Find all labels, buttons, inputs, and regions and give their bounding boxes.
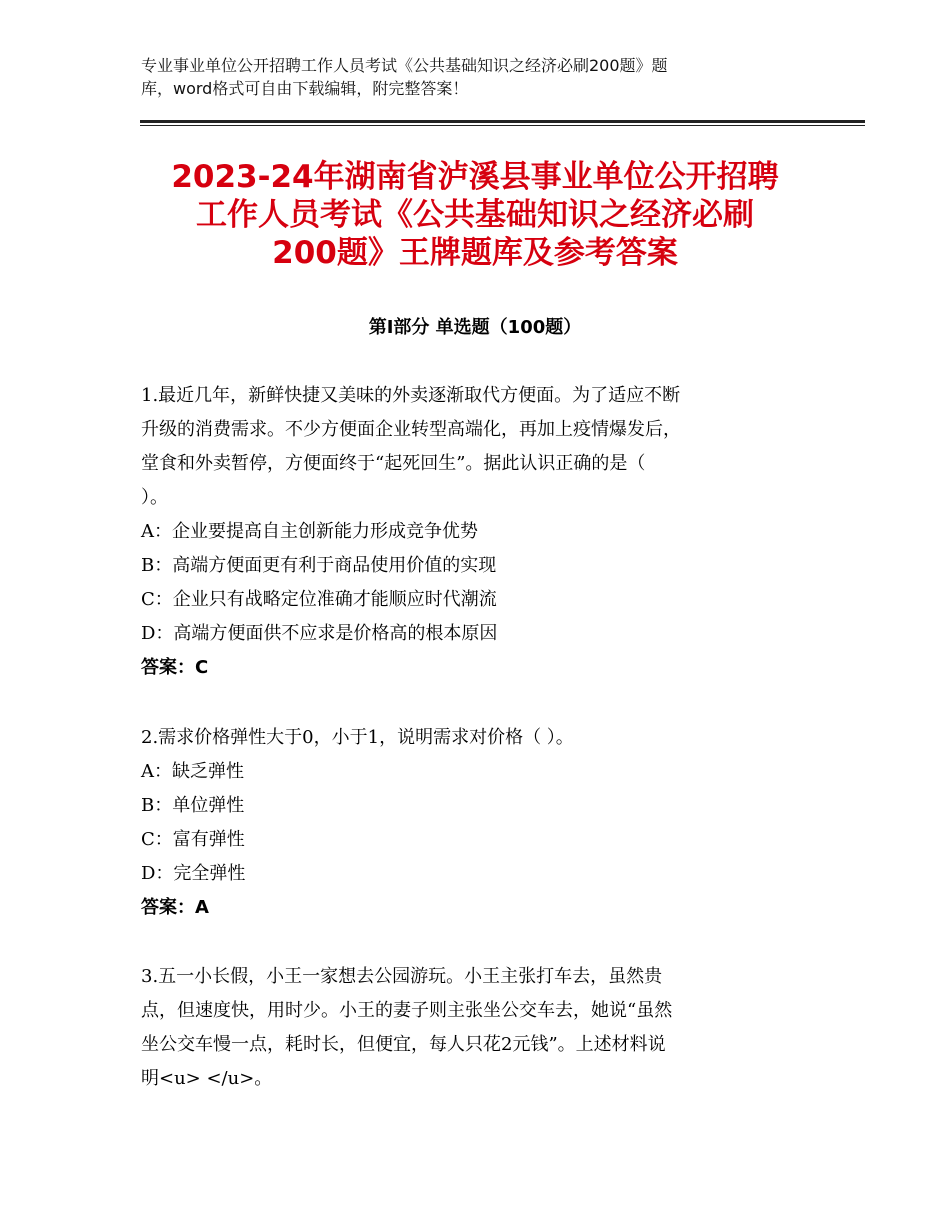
question-stem-line: 1.最近几年，新鲜快捷又美味的外卖逐渐取代方便面。为了适应不断: [141, 385, 681, 406]
title-line-3: 200题》王牌题库及参考答案: [272, 235, 678, 271]
header-note: [141, 54, 821, 100]
question-3: [141, 960, 821, 1096]
option-b: B：单位弹性: [141, 795, 245, 816]
section-title: 第Ⅰ部分 单选题（100题）: [368, 317, 582, 338]
question-stem-line: 升级的消费需求。不少方便面企业转型高端化，再加上疫情爆发后，: [141, 419, 681, 440]
question-stem-line: 明<u> </u>。: [141, 1068, 273, 1089]
option-b: B：高端方便面更有利于商品使用价值的实现: [141, 555, 497, 576]
option-d: D：完全弹性: [141, 863, 246, 884]
question-stem-line: 坐公交车慢一点，耗时长，但便宜，每人只花2元钱”。上述材料说: [141, 1034, 666, 1055]
header-divider-thin: [140, 125, 865, 126]
question-stem-line: 点，但速度快，用时少。小王的妻子则主张坐公交车去，她说“虽然: [141, 1000, 673, 1021]
title-line-1: 2023-24年湖南省泸溪县事业单位公开招聘: [171, 159, 779, 195]
header-note-line-1: 专业事业单位公开招聘工作人员考试《公共基础知识之经济必刷200题》题: [141, 56, 668, 75]
option-a: A：企业要提高自主创新能力形成竞争优势: [141, 521, 478, 542]
header-note-line-2: 库，word格式可自由下载编辑，附完整答案！: [141, 79, 469, 98]
question-stem-line: 2.需求价格弹性大于0，小于1，说明需求对价格（ ）。: [141, 727, 574, 748]
question-2: [141, 721, 821, 925]
question-1: [141, 379, 821, 685]
title-line-2: 工作人员考试《公共基础知识之经济必刷: [196, 197, 754, 233]
header-divider-thick: [140, 120, 865, 123]
option-c: C：富有弹性: [141, 829, 245, 850]
option-d: D：高端方便面供不应求是价格高的根本原因: [141, 623, 498, 644]
question-stem-line: ）。: [141, 487, 168, 508]
answer-label: 答案：A: [141, 897, 209, 918]
option-a: A：缺乏弹性: [141, 761, 244, 782]
question-stem-line: 3.五一小长假，小王一家想去公园游玩。小王主张打车去，虽然贵: [141, 966, 663, 987]
option-c: C：企业只有战略定位准确才能顺应时代潮流: [141, 589, 497, 610]
answer-label: 答案：C: [141, 657, 209, 678]
question-stem-line: 堂食和外卖暂停，方便面终于“起死回生”。据此认识正确的是（: [141, 453, 646, 474]
document-title: [100, 158, 850, 272]
